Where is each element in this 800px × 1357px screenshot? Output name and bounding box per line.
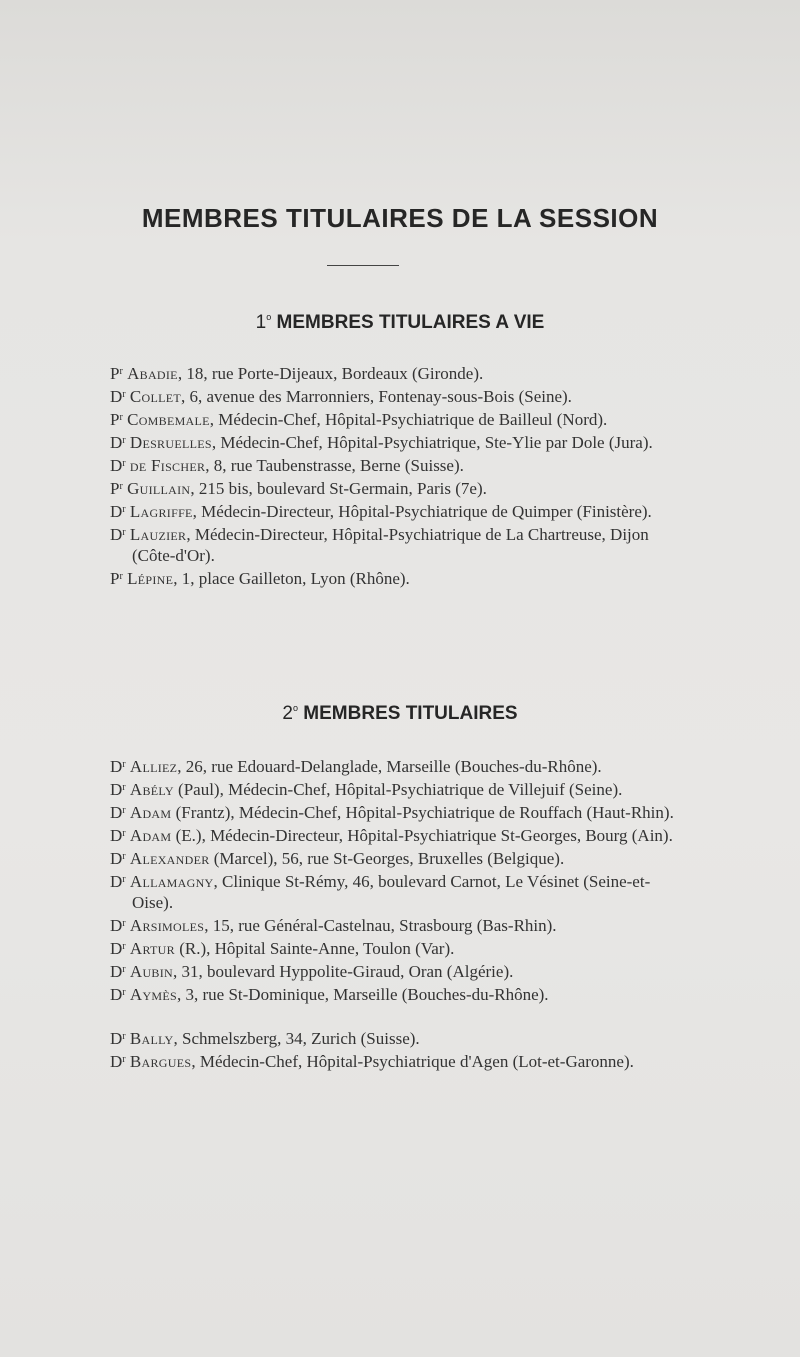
member-title: $D^r$ bbox=[110, 916, 126, 935]
member-entry bbox=[110, 430, 690, 453]
member-details: , 3, rue St-Dominique, Marseille (Bouches-du-Rhône). bbox=[177, 985, 549, 1004]
member-entry bbox=[110, 777, 690, 800]
member-title: $D^r$ bbox=[110, 456, 126, 475]
member-details: , 26, rue Edouard-Delanglade, Marseille (Bouches-du-Rhône). bbox=[177, 757, 602, 776]
member-name: Abadie bbox=[127, 364, 178, 383]
member-title: $D^r$ bbox=[110, 939, 126, 958]
member-details: , Médecin-Chef, Hôpital-Psychiatrique de Bailleul (Nord). bbox=[209, 410, 608, 429]
member-name: Alexander bbox=[129, 849, 210, 868]
member-entry bbox=[110, 384, 690, 407]
member-title: $D^r$ bbox=[110, 1052, 126, 1071]
member-entry bbox=[110, 566, 690, 589]
member-entry bbox=[110, 869, 690, 913]
member-entry bbox=[110, 823, 690, 846]
member-entry bbox=[110, 1026, 690, 1049]
member-details: , 18, rue Porte-Dijeaux, Bordeaux (Gironde). bbox=[177, 364, 484, 383]
member-details: , 1, place Gailleton, Lyon (Rhône). bbox=[173, 569, 410, 588]
member-entry bbox=[110, 846, 690, 869]
member-name: Alliez bbox=[129, 757, 178, 776]
member-name: Allamagny bbox=[129, 872, 214, 891]
member-details: , 8, rue Taubenstrasse, Berne (Suisse). bbox=[205, 456, 464, 475]
member-name: Lagriffe bbox=[129, 502, 193, 521]
member-name: Bally bbox=[129, 1029, 174, 1048]
member-details: (Paul), Médecin-Chef, Hôpital-Psychiatrique de Villejuif (Seine). bbox=[173, 780, 623, 799]
member-name: Abély bbox=[129, 780, 174, 799]
member-details: , Médecin-Chef, Hôpital-Psychiatrique, Ste-Ylie par Dole (Jura). bbox=[211, 433, 653, 452]
member-entry bbox=[110, 936, 690, 959]
member-title: $D^r$ bbox=[110, 962, 126, 981]
member-name: Lauzier bbox=[129, 525, 187, 544]
member-details: , Schmelszberg, 34, Zurich (Suisse). bbox=[173, 1029, 420, 1048]
member-name: de Fischer bbox=[129, 456, 206, 475]
member-title: $D^r$ bbox=[110, 826, 126, 845]
member-name: Aubin bbox=[129, 962, 173, 981]
member-title: $D^r$ bbox=[110, 780, 126, 799]
member-details: , Médecin-Chef, Hôpital-Psychiatrique d'Agen (Lot-et-Garonne). bbox=[191, 1052, 634, 1071]
member-title: $D^r$ bbox=[110, 1029, 126, 1048]
member-title: $D^r$ bbox=[110, 803, 126, 822]
member-details: (R.), Hôpital Sainte-Anne, Toulon (Var). bbox=[174, 939, 455, 958]
member-details: , 31, boulevard Hyppolite-Giraud, Oran (Algérie). bbox=[172, 962, 514, 981]
member-title: $D^r$ bbox=[110, 387, 126, 406]
member-name: Artur bbox=[129, 939, 175, 958]
member-name: Bargues bbox=[129, 1052, 192, 1071]
members-list-titulaires bbox=[110, 754, 690, 1072]
member-title: $D^r$ bbox=[110, 502, 126, 521]
member-details: (E.), Médecin-Directeur, Hôpital-Psychiatrique St-Georges, Bourg (Ain). bbox=[171, 826, 673, 845]
member-details: , Médecin-Directeur, Hôpital-Psychiatrique de La Chartreuse, Dijon (Côte-d'Or). bbox=[132, 525, 649, 565]
member-details: , 6, avenue des Marronniers, Fontenay-sous-Bois (Seine). bbox=[181, 387, 572, 406]
member-title: $P^r$ bbox=[110, 569, 123, 588]
member-title: $D^r$ bbox=[110, 433, 126, 452]
member-title: $D^r$ bbox=[110, 525, 126, 544]
member-entry bbox=[110, 800, 690, 823]
member-details: (Marcel), 56, rue St-Georges, Bruxelles (Belgique). bbox=[209, 849, 565, 868]
member-name: Combemale bbox=[127, 410, 210, 429]
member-name: Desruelles bbox=[129, 433, 212, 452]
member-details: , 15, rue Général-Castelnau, Strasbourg (Bas-Rhin). bbox=[204, 916, 557, 935]
section-title-titulaires bbox=[0, 703, 800, 725]
section-title-titulaires-a-vie bbox=[0, 312, 800, 334]
member-title: $D^r$ bbox=[110, 985, 126, 1004]
member-details: , 215 bis, boulevard St-Germain, Paris (7e). bbox=[190, 479, 487, 498]
section-heading-text: MEMBRES TITULAIRES A VIE bbox=[276, 312, 545, 333]
member-name: Collet bbox=[129, 387, 182, 406]
members-list-a-vie bbox=[110, 361, 690, 589]
member-name: Adam bbox=[129, 826, 172, 845]
member-entry bbox=[110, 476, 690, 499]
member-entry bbox=[110, 453, 690, 476]
member-title: $P^r$ bbox=[110, 479, 123, 498]
member-title: $P^r$ bbox=[110, 364, 123, 383]
section-number: 2$^o$ bbox=[282, 703, 299, 724]
member-title: $D^r$ bbox=[110, 872, 126, 891]
member-name: Lépine bbox=[127, 569, 174, 588]
title-divider bbox=[327, 265, 399, 266]
member-name: Adam bbox=[129, 803, 172, 822]
member-entry bbox=[110, 361, 690, 384]
member-entry bbox=[110, 913, 690, 936]
member-entry bbox=[110, 982, 690, 1005]
member-name: Aymès bbox=[129, 985, 177, 1004]
member-entry bbox=[110, 407, 690, 430]
section-number: 1$^o$ bbox=[255, 312, 272, 333]
member-name: Arsimoles bbox=[129, 916, 205, 935]
member-entry bbox=[110, 959, 690, 982]
member-details: , Médecin-Directeur, Hôpital-Psychiatrique de Quimper (Finistère). bbox=[192, 502, 652, 521]
member-title: $D^r$ bbox=[110, 757, 126, 776]
member-entry bbox=[110, 1049, 690, 1072]
member-name: Guillain bbox=[127, 479, 191, 498]
member-title: $D^r$ bbox=[110, 849, 126, 868]
member-entry bbox=[110, 754, 690, 777]
member-details: (Frantz), Médecin-Chef, Hôpital-Psychiatrique de Rouffach (Haut-Rhin). bbox=[171, 803, 674, 822]
page-title: MEMBRES TITULAIRES DE LA SESSION bbox=[141, 203, 659, 233]
member-entry bbox=[110, 522, 690, 566]
member-details: , Clinique St-Rémy, 46, boulevard Carnot, Le Vésinet (Seine-et-Oise). bbox=[132, 872, 651, 912]
member-title: $P^r$ bbox=[110, 410, 123, 429]
section-heading-text: MEMBRES TITULAIRES bbox=[303, 703, 518, 724]
member-entry bbox=[110, 499, 690, 522]
